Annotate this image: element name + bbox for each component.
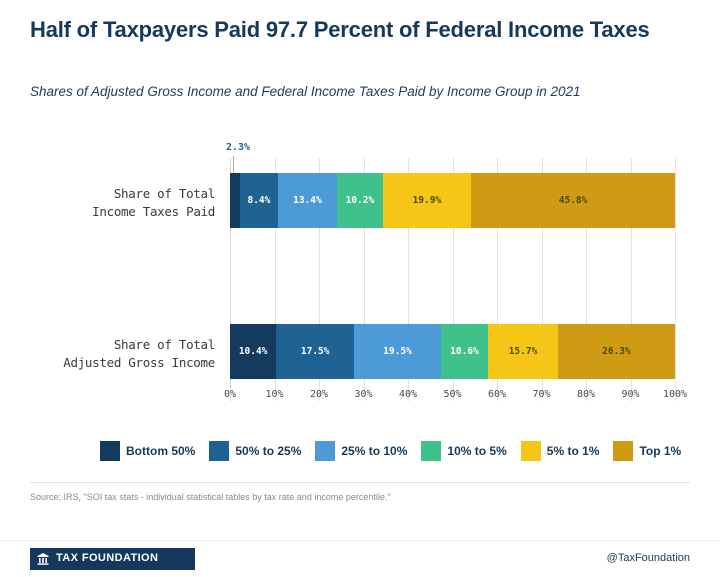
legend-swatch-icon	[315, 441, 335, 461]
callout-leader-line	[233, 156, 234, 173]
x-axis-tick-label: 10%	[265, 389, 284, 400]
footer-divider	[30, 482, 690, 483]
chart-legend	[100, 437, 700, 465]
legend-swatch-icon	[100, 441, 120, 461]
x-axis-tick-label: 90%	[621, 389, 640, 400]
x-axis-tick-label: 40%	[398, 389, 418, 400]
legend-label: 10% to 5%	[447, 444, 507, 458]
row-label-agi-line2: Adjusted Gross Income	[63, 355, 215, 371]
legend-label: 25% to 10%	[341, 444, 408, 458]
bar-segment: 17.5%	[276, 324, 354, 379]
legend-swatch-icon	[521, 441, 541, 461]
stacked-bar-income-taxes-paid	[230, 173, 675, 228]
bar-segment: 13.4%	[278, 173, 338, 228]
bar-segment: 8.4%	[240, 173, 277, 228]
bar-segment: 26.3%	[558, 324, 675, 379]
page-title: Half of Taxpayers Paid 97.7 Percent of Federal Income Taxes	[30, 17, 650, 42]
bar-segment: 45.8%	[471, 173, 675, 228]
gridline	[675, 158, 676, 401]
page-subtitle: Shares of Adjusted Gross Income and Federal Income Taxes Paid by Income Group in 2021	[30, 84, 581, 99]
footer-brand-label: TAX FOUNDATION	[56, 552, 159, 564]
plot-area	[30, 140, 690, 425]
x-axis-tick-label: 60%	[487, 389, 507, 400]
bar-segment	[230, 173, 240, 228]
legend-item[interactable]	[613, 441, 681, 461]
bar-segment: 15.7%	[488, 324, 558, 379]
x-axis-tick-label: 80%	[576, 389, 596, 400]
legend-label: 5% to 1%	[546, 444, 600, 458]
legend-swatch-icon	[421, 441, 441, 461]
legend-label: Top 1%	[639, 444, 682, 458]
bar-segment: 10.2%	[337, 173, 382, 228]
bar-segment: 19.5%	[354, 324, 441, 379]
tax-foundation-logo-icon	[36, 552, 50, 566]
source-note: Source: IRS, "SOI tax stats - individual statistical tables by tax rate and income percentile."	[30, 492, 391, 502]
row-label-taxes-line2: Income Taxes Paid	[92, 204, 215, 220]
x-axis-tick-label: 100%	[662, 389, 688, 400]
x-axis-tick-label: 30%	[354, 389, 373, 400]
legend-label: Bottom 50%	[126, 444, 196, 458]
x-axis-ticks	[223, 389, 688, 405]
row-label-agi	[40, 336, 215, 372]
row-label-agi-line1: Share of Total	[113, 337, 215, 352]
bar-segment: 19.9%	[383, 173, 472, 228]
stacked-bar-adjusted-gross-income	[230, 324, 675, 379]
legend-label: 50% to 25%	[235, 444, 302, 458]
legend-item[interactable]	[209, 441, 301, 461]
callout-label-2-3: 2.3%	[226, 142, 251, 153]
legend-swatch-icon	[209, 441, 229, 461]
x-axis-tick-label: 20%	[309, 389, 329, 400]
legend-item[interactable]	[521, 441, 600, 461]
x-axis-tick-label: 0%	[223, 389, 237, 400]
legend-item[interactable]	[100, 441, 195, 461]
row-label-taxes	[40, 185, 215, 221]
footer-social-handle: @TaxFoundation	[606, 552, 690, 564]
x-axis-tick-label: 50%	[443, 389, 462, 400]
legend-swatch-icon	[613, 441, 633, 461]
x-axis-tick-label: 70%	[532, 389, 551, 400]
bar-segment: 10.4%	[230, 324, 276, 379]
legend-item[interactable]	[421, 441, 506, 461]
row-label-taxes-line1: Share of Total	[113, 186, 215, 201]
bar-segment: 10.6%	[441, 324, 488, 379]
legend-item[interactable]	[315, 441, 407, 461]
